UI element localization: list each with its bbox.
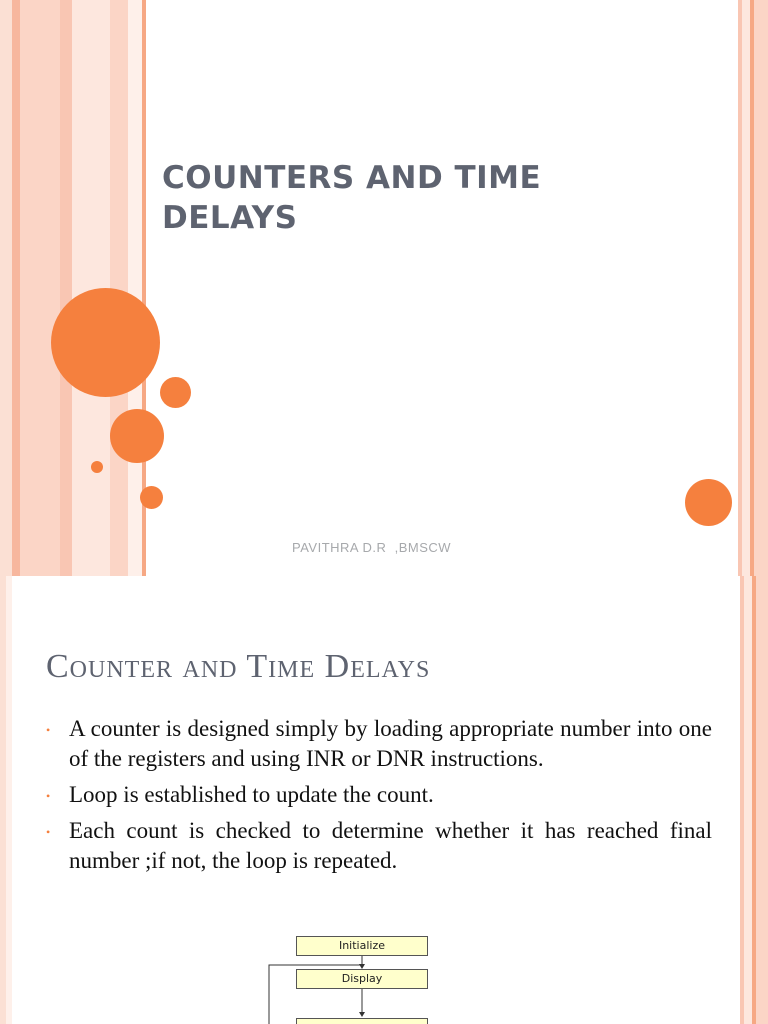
bullet-icon: •: [46, 825, 51, 839]
bullet-item: [46, 816, 712, 876]
left-stripe-decoration: [0, 576, 12, 1024]
title-slide-heading: COUNTERS AND TIME DELAYS: [162, 160, 542, 236]
flowchart-box-display: Display: [296, 969, 428, 989]
large-circle-decoration: [51, 288, 160, 397]
content-slide: [0, 576, 768, 1024]
right-stripe-decoration: [738, 576, 768, 1024]
author-subtitle: PAVITHRA D.R ,BMSCW: [292, 540, 452, 555]
tiny-circle-decoration: [91, 461, 103, 473]
left-stripe-decoration: [0, 0, 148, 576]
bullet-text: A counter is designed simply by loading appropriate number into one of the registers and using INR or DNR instructions.: [69, 716, 712, 771]
medium-circle-decoration: [110, 409, 164, 463]
bullet-text: Each count is checked to determine whether it has reached final number ;if not, the loop is repeated.: [69, 818, 712, 873]
bullet-icon: •: [46, 789, 51, 803]
bullet-icon: •: [46, 723, 51, 737]
bullet-text: Loop is established to update the count.: [69, 782, 434, 807]
small-circle-decoration-2: [140, 486, 163, 509]
flowchart-box-initialize: Initialize: [296, 936, 428, 956]
bullet-item: [46, 780, 712, 810]
bullet-item: [46, 714, 712, 774]
flowchart: [262, 936, 442, 1024]
right-circle-decoration: [685, 479, 732, 526]
flowchart-box-next: [296, 1018, 428, 1024]
right-stripe-decoration: [734, 0, 768, 576]
bullet-list: [46, 714, 712, 882]
content-slide-heading: Counter and Time Delays: [46, 648, 431, 685]
small-circle-decoration: [160, 377, 191, 408]
